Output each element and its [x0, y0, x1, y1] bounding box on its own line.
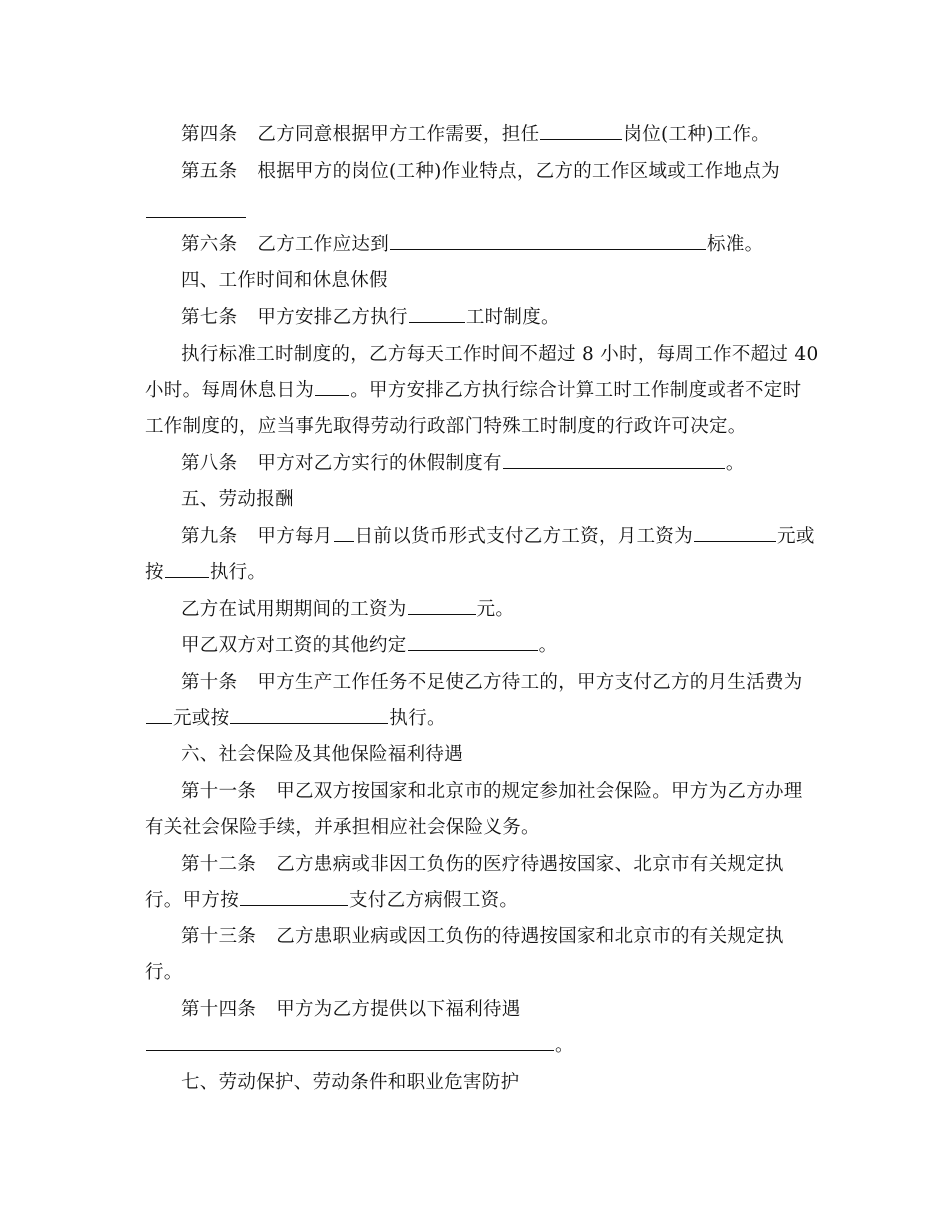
article-label: 第五条	[181, 161, 238, 182]
article-label: 第十四条	[181, 999, 257, 1020]
blank-field	[146, 1049, 554, 1051]
article-label: 第九条	[181, 526, 238, 547]
article-4: 第四条 乙方同意根据甲方工作需要，担任 岗位(工种)工作。	[181, 124, 771, 145]
section-heading-5: 五、劳动报酬	[181, 489, 294, 510]
article-6: 第六条 乙方工作应达到 标准。	[181, 234, 764, 255]
article-label: 第十条	[181, 672, 238, 693]
blank-field	[315, 394, 349, 396]
standard-hours-line-1: 执行标准工时制度的，乙方每天工作时间不超过 8 小时，每周工作不超过 40	[181, 344, 819, 365]
article-label: 第七条	[181, 307, 238, 328]
article-label: 第八条	[181, 453, 238, 474]
section-heading-7: 七、劳动保护、劳动条件和职业危害防护	[181, 1072, 520, 1093]
article-label: 第十三条	[181, 926, 257, 947]
section-heading-4: 四、工作时间和休息休假	[181, 270, 388, 291]
blank-field	[146, 216, 246, 218]
article-11-cont: 有关社会保险手续，并承担相应社会保险义务。	[145, 817, 540, 838]
article-10-cont: 元或按 执行。	[145, 704, 446, 730]
article-12-cont: 行。甲方按 支付乙方病假工资。	[145, 890, 519, 911]
blank-field	[240, 904, 348, 906]
blank-field	[408, 613, 476, 615]
blank-field	[694, 540, 776, 542]
article-5-blank-line	[145, 202, 247, 223]
article-13: 第十三条 乙方患职业病或因工负伤的待遇按国家和北京市的有关规定执	[181, 926, 784, 947]
article-11: 第十一条 甲乙双方按国家和北京市的规定参加社会保险。甲方为乙方办理	[181, 781, 803, 802]
article-8: 第八条 甲方对乙方实行的休假制度有 。	[181, 453, 745, 474]
article-label: 第六条	[181, 234, 238, 255]
article-9: 第九条 甲方每月 日前以货币形式支付乙方工资，月工资为 元或	[181, 526, 815, 547]
blank-field	[408, 649, 538, 651]
article-10: 第十条 甲方生产工作任务不足使乙方待工的，甲方支付乙方的月生活费为	[181, 672, 803, 693]
article-9-cont: 按 执行。	[145, 562, 267, 583]
article-label: 第四条	[181, 124, 238, 145]
article-label: 第十二条	[181, 854, 257, 875]
blank-field	[390, 248, 706, 250]
blank-field	[540, 138, 622, 140]
article-7: 第七条 甲方安排乙方执行 工时制度。	[181, 307, 560, 328]
article-14: 第十四条 甲方为乙方提供以下福利待遇	[181, 999, 521, 1020]
blank-field	[409, 321, 465, 323]
other-wage-terms: 甲乙双方对工资的其他约定 。	[181, 635, 558, 656]
article-12: 第十二条 乙方患病或非因工负伤的医疗待遇按国家、北京市有关规定执	[181, 854, 784, 875]
standard-hours-line-2: 小时。每周休息日为 。甲方安排乙方执行综合计算工时工作制度或者不定时	[145, 380, 802, 401]
trial-wage: 乙方在试用期期间的工资为 元。	[181, 599, 515, 620]
article-label: 第十一条	[181, 781, 257, 802]
standard-hours-line-3: 工作制度的，应当事先取得劳动行政部门特殊工时制度的行政许可决定。	[145, 416, 747, 437]
section-heading-6: 六、社会保险及其他保险福利待遇	[181, 744, 464, 765]
blank-field	[146, 722, 172, 724]
article-14-cont: 。	[145, 1031, 574, 1057]
article-13-cont: 行。	[145, 962, 183, 983]
blank-field	[503, 467, 725, 469]
blank-field	[230, 722, 388, 724]
blank-field	[165, 576, 209, 578]
blank-field	[334, 540, 354, 542]
article-5: 第五条 根据甲方的岗位(工种)作业特点，乙方的工作区域或工作地点为	[181, 161, 781, 182]
